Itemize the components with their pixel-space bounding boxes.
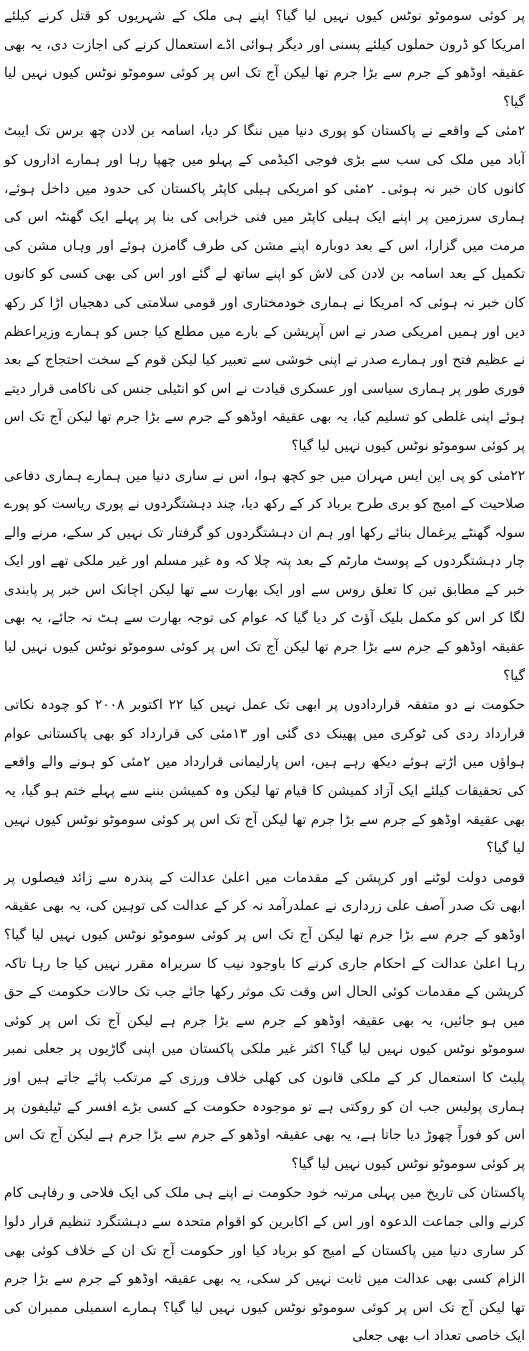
article-paragraph: قومی دولت لوٹنے اور کرپشن کے مقدمات میں اعلیٰ عدالت کے پندرہ سے زائد فیصلوں پر ابھی تک صدر آصف علی زرداری نے عملدرآمد نہ کر کے عدالت کی توہین کی، یہ بھی عقیقہ اوڈھو کے جرم سے بڑا جرم تھا لیکن آج تک اس پر کوئی سوموٹو نوٹس کیوں نہیں لیا گیا؟ رہا اعلیٰ عدالت کے احکام جاری کرنے کا باوجود نیب کا سربراہ مقرر نہیں کیا جا رہا تاکہ کرپشن کے مقدمات کوئی الحال اس وقت تک موثر رکھا جائے جب تک حالات حکومت کے حق میں ہو جائیں، یہ بھی عقیقہ اوڈھو کے جرم سے بڑا جرم ہے لیکن آج تک اس پر کوئی سوموٹو نوٹس کیوں نہیں لیا گیا؟ اکثر غیر ملکی پاکستان میں اپنی گاڑیوں پر جعلی نمبر پلیٹ کا استعمال کر کے ملکی قانون کی کھلی خلاف ورزی کے مرتکب پائے جاتے ہیں اور ہماری پولیس جب ان کو روکتی ہے تو موجودہ حکومت کے کسی بڑے افسر کے ٹیلیفون پر اس کو فوراً چھوڑ دیا جاتا ہے، یہ بھی عقیقہ اوڈھو کے جرم سے بڑا جرم ہے لیکن آج تک اس پر کوئی سوموٹو نوٹس کیوں نہیں لیا گیا؟	[4, 869, 525, 1172]
article-paragraph: ۲۲مئی کو پی این ایس مہران میں جو کچھ ہوا، اس نے ساری دنیا میں ہمارے ہماری دفاعی صلاحیت کے امیج کو بری طرح برباد کر کے رکھ دیا، چند دہشتگردوں نے پوری ریاست کو پورے سولہ گھنٹے یرغمال بنائے رکھا اور ہم ان دہشتگردوں کو گرفتار تک نہیں کر سکے، مرنے والے چار دہشتگردوں کے پوسٹ مارٹم کے بعد پتہ چلا کہ وہ غیر مسلم اور غیر ملکی تھے اور ایک خبر کے مطابق تین کا تعلق روس سے اور ایک بھارت سے تھا لیکن اچانک اس خبر پر پابندی لگا کر اس کو مکمل بلیک آؤٹ کر دیا گیا کہ عوام کی توجہ بھارت سے ہٹ نہ جائے، یہ بھی عقیقہ اوڈھو کے جرم سے بڑا جرم تھا لیکن آج تک اس پر کوئی سوموٹو نوٹس کیوں نہیں لیا گیا؟	[4, 467, 525, 684]
article-paragraph: حکومت نے دو متفقہ قراردادوں پر ابھی تک عمل نہیں کیا ۲۲ اکتوبر ۲۰۰۸ کو چودہ نکاتی قرارداد ردی کی ٹوکری میں پھینک دی گئی اور ۱۳مئی کی قرارداد کو بھی پاکستانی عوام ہواؤں میں اڑتے ہوئے دیکھ رہے ہیں، اس پارلیمانی قرارداد میں ۲مئی کو ہونے والے واقعے کی تحقیقات کیلئے ایک آزاد کمیشن کا قیام تھا لیکن وہ کمیشن بننے سے پہلے ختم ہو گیا، یہ بھی عقیقہ اوڈھو کے جرم سے بڑا جرم تھا لیکن آج تک اس پر کوئی سوموٹو نوٹس کیوں نہیں لیا گیا؟	[4, 697, 526, 857]
article-page	[4, 2, 526, 1345]
article-paragraph: پر کوئی سوموٹو نوٹس کیوں نہیں لیا گیا؟ اپنے ہی ملک کے شہریوں کو قتل کرنے کیلئے امریکا کو ڈرون حملوں کیلئے پسنی اور دیگر ہوائی اڈے استعمال کرنے کی اجازت دی، یہ بھی عقیقہ اوڈھو کے جرم سے بڑا جرم تھا لیکن آج تک اس پر کوئی سوموٹو نوٹس کیوں نہیں لیا گیا؟	[4, 8, 525, 110]
article-paragraph: پاکستان کی تاریخ میں پہلی مرتبہ خود حکومت نے اپنے ہی ملک کی ایک فلاحی و رفاہی کام کرنے والی جماعت الدعوہ اور اس کے اکابرین کو اقوام متحدہ سے دہشتگرد تنظیم قرار دلوا کر ساری دنیا میں پاکستان کے امیج کو برباد کیا اور حکومت آج تک ان کے خلاف کوئی بھی الزام کسی بھی عدالت میں ثابت نہیں کر سکی، یہ بھی عقیقہ اوڈھو کے جرم سے بڑا جرم تھا لیکن آج تک اس پر کوئی سوموٹو نوٹس کیوں نہیں لیا گیا؟ ہمارے اسمبلی ممبران کی ایک خاصی تعداد اب بھی جعلی	[4, 1185, 525, 1345]
article-paragraph: ۲مئی کے واقعے نے پاکستان کو پوری دنیا میں ننگا کر دیا، اسامہ بن لادن چھ برس تک ایبٹ آباد میں ملک کی سب سے بڑی فوجی اکیڈمی کے پہلو میں چھپا رہا اور ہمارے اداروں کو کانوں کان خبر نہ ہوئی۔ ۲مئی کو امریکی ہیلی کاپٹر پاکستان کی حدود میں داخل ہوئے، ہماری سرزمین پر اپنے ایک ہیلی کاپٹر میں فنی خرابی کی بنا پر پہلے ایک گھنٹہ اس کی مرمت میں گزارا، اس کے بعد دوبارہ اپنے مشن کی طرف گامزن ہوئے اور وہاں مشن کی تکمیل کے بعد اسامہ بن لادن کی لاش کو اپنے ساتھ لے گئے اور اس کی بھی کسی کو کانوں کان خبر نہ ہوئی کہ امریکا نے ہماری خودمختاری اور قومی سلامتی کی دھجیاں اڑا کر رکھ دیں اور ہمیں امریکی صدر نے اس آپریشن کے بارے میں مطلع کیا جس کو ہمارے وزیراعظم نے عظیم فتح اور ہمارے صدر نے اپنی خوشی سے تعبیر کیا لیکن قوم کے سخت احتجاج کے بعد فوری طور پر ہماری سیاسی اور عسکری قیادت نے اس کو انٹیلی جنس کی ناکامی قرار دیتے ہوئے اپنی غلطی کو تسلیم کیا، یہ بھی عقیقہ اوڈھو کے جرم سے بڑا جرم تھا لیکن آج تک اس پر کوئی سوموٹو نوٹس کیوں نہیں لیا گیا؟	[4, 123, 525, 454]
